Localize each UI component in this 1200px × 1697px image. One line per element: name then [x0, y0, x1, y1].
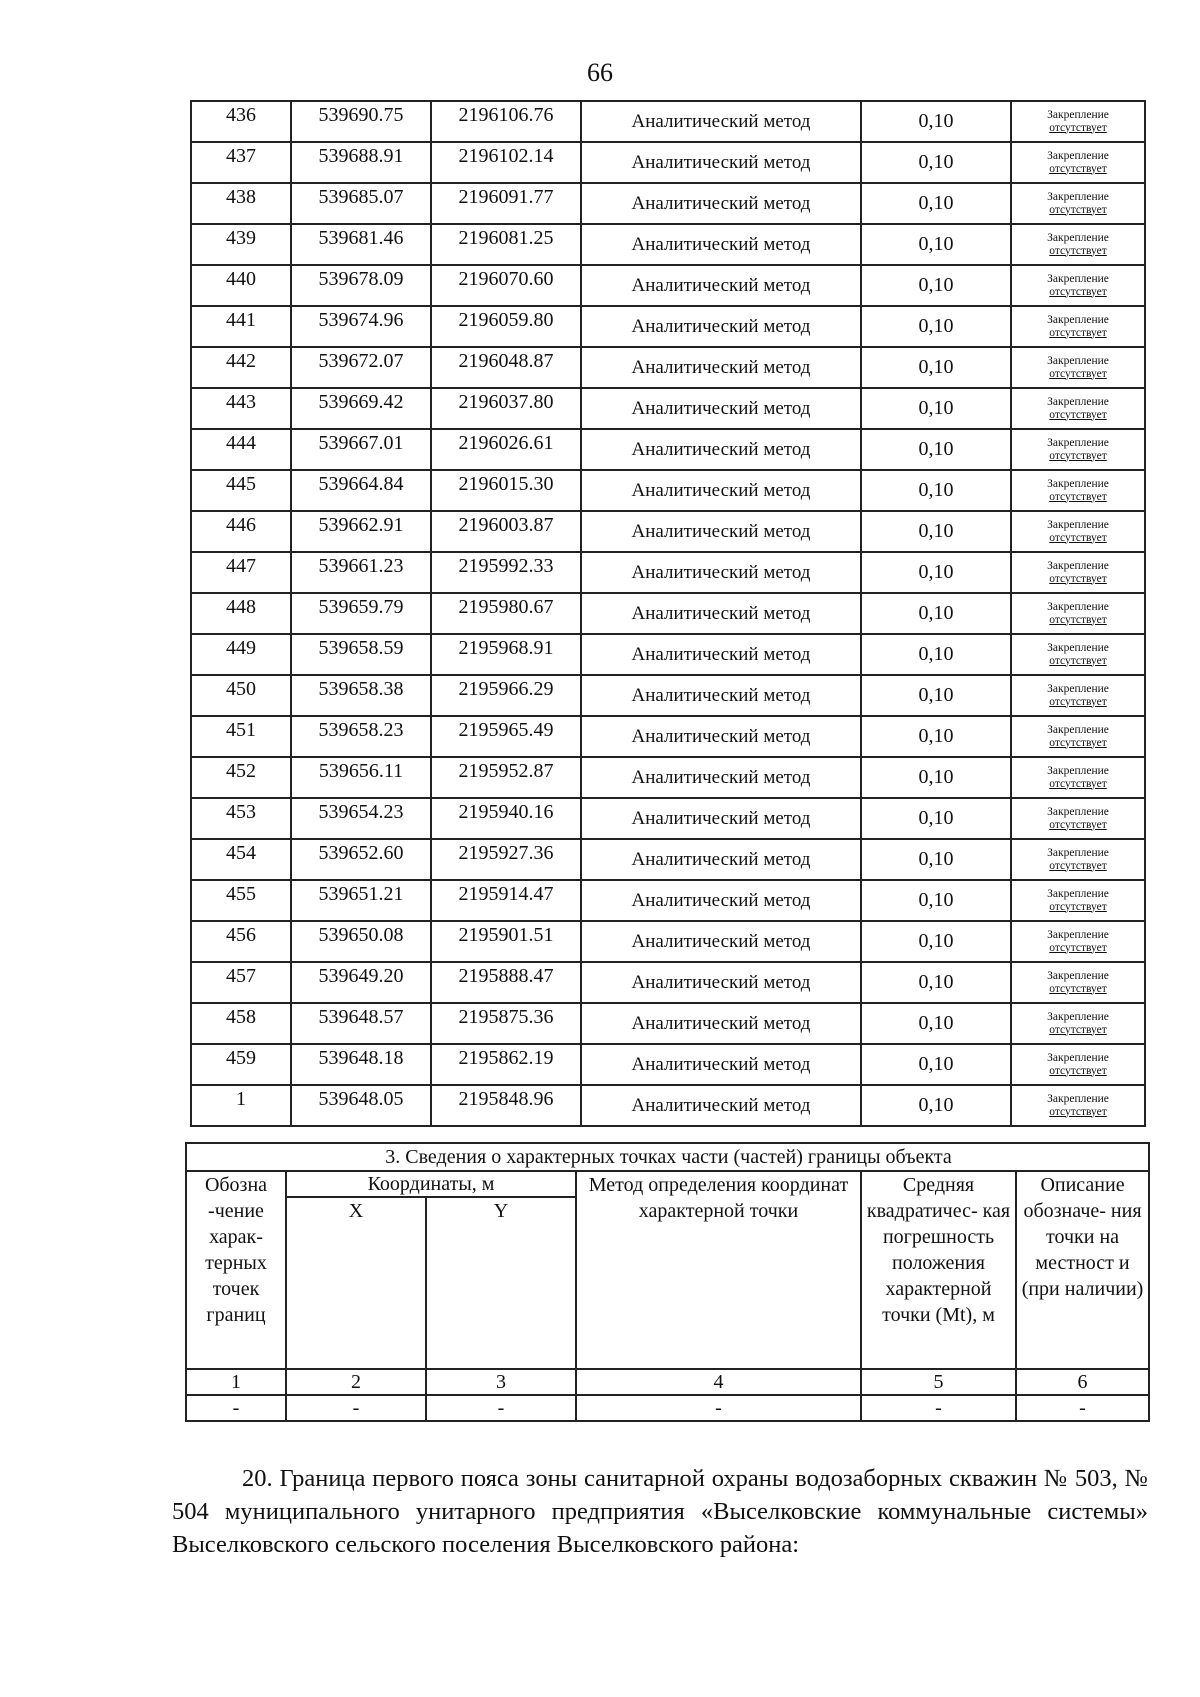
fixing-cell — [1011, 142, 1145, 183]
table-row — [191, 347, 1145, 388]
table-row — [191, 1085, 1145, 1126]
fixing-cell — [1011, 306, 1145, 347]
fixing-line-2: отсутствует — [1049, 367, 1107, 380]
method-cell: Аналитический метод — [581, 265, 861, 306]
error-cell: 0,10 — [861, 716, 1011, 757]
point-number: 438 — [191, 183, 291, 224]
section-3-table — [185, 1142, 1150, 1422]
fixing-cell — [1011, 716, 1145, 757]
method-cell: Аналитический метод — [581, 347, 861, 388]
fixing-line-2: отсутствует — [1049, 818, 1107, 831]
coord-y: 2196037.80 — [431, 388, 581, 429]
point-number: 456 — [191, 921, 291, 962]
table-row — [191, 429, 1145, 470]
error-cell: 0,10 — [861, 552, 1011, 593]
coordinates-table-body — [191, 101, 1145, 1126]
fixing-line-1: Закрепление — [1047, 928, 1109, 941]
coord-x: 539685.07 — [291, 183, 431, 224]
coord-x: 539648.18 — [291, 1044, 431, 1085]
point-number: 448 — [191, 593, 291, 634]
coord-y: 2195888.47 — [431, 962, 581, 1003]
error-cell: 0,10 — [861, 634, 1011, 675]
coord-x: 539664.84 — [291, 470, 431, 511]
coord-y: 2196106.76 — [431, 101, 581, 142]
error-cell: 0,10 — [861, 101, 1011, 142]
fixing-line-2: отсутствует — [1049, 408, 1107, 421]
table-row — [191, 1044, 1145, 1085]
fixing-line-1: Закрепление — [1047, 108, 1109, 121]
method-cell: Аналитический метод — [581, 1044, 861, 1085]
fixing-cell — [1011, 921, 1145, 962]
coord-y: 2196026.61 — [431, 429, 581, 470]
fixing-line-2: отсутствует — [1049, 859, 1107, 872]
fixing-cell — [1011, 757, 1145, 798]
index-cell: 3 — [426, 1369, 576, 1395]
coord-y: 2195968.91 — [431, 634, 581, 675]
index-cell: 2 — [286, 1369, 426, 1395]
method-cell: Аналитический метод — [581, 101, 861, 142]
table-row — [191, 716, 1145, 757]
table-row — [191, 470, 1145, 511]
header-method: Метод определения координат характерной точки — [576, 1171, 861, 1369]
method-cell: Аналитический метод — [581, 306, 861, 347]
coord-x: 539656.11 — [291, 757, 431, 798]
fixing-cell — [1011, 798, 1145, 839]
coord-y: 2196059.80 — [431, 306, 581, 347]
point-number: 446 — [191, 511, 291, 552]
fixing-cell — [1011, 388, 1145, 429]
fixing-line-1: Закрепление — [1047, 1092, 1109, 1105]
coord-x: 539674.96 — [291, 306, 431, 347]
point-number: 452 — [191, 757, 291, 798]
coord-x: 539658.23 — [291, 716, 431, 757]
fixing-line-1: Закрепление — [1047, 1010, 1109, 1023]
table-row — [191, 839, 1145, 880]
point-number: 457 — [191, 962, 291, 1003]
fixing-line-1: Закрепление — [1047, 436, 1109, 449]
coord-y: 2195965.49 — [431, 716, 581, 757]
coord-y: 2195952.87 — [431, 757, 581, 798]
coord-x: 539662.91 — [291, 511, 431, 552]
fixing-cell — [1011, 962, 1145, 1003]
point-number: 439 — [191, 224, 291, 265]
point-number: 1 — [191, 1085, 291, 1126]
fixing-cell — [1011, 634, 1145, 675]
error-cell: 0,10 — [861, 593, 1011, 634]
coord-y: 2195862.19 — [431, 1044, 581, 1085]
table-row — [191, 224, 1145, 265]
error-cell: 0,10 — [861, 429, 1011, 470]
point-number: 450 — [191, 675, 291, 716]
index-cell: 4 — [576, 1369, 861, 1395]
coord-y: 2196091.77 — [431, 183, 581, 224]
point-number: 453 — [191, 798, 291, 839]
fixing-line-1: Закрепление — [1047, 600, 1109, 613]
method-cell: Аналитический метод — [581, 429, 861, 470]
table-row — [191, 265, 1145, 306]
point-number: 447 — [191, 552, 291, 593]
fixing-line-1: Закрепление — [1047, 354, 1109, 367]
method-cell: Аналитический метод — [581, 593, 861, 634]
point-number: 459 — [191, 1044, 291, 1085]
coord-y: 2196102.14 — [431, 142, 581, 183]
method-cell: Аналитический метод — [581, 142, 861, 183]
point-number: 443 — [191, 388, 291, 429]
table-row — [191, 921, 1145, 962]
method-cell: Аналитический метод — [581, 757, 861, 798]
header-error: Средняя квадратичес- кая погрешность положения характерной точки (Mt), м — [861, 1171, 1016, 1369]
error-cell: 0,10 — [861, 347, 1011, 388]
table-row — [191, 1003, 1145, 1044]
coord-y: 2195848.96 — [431, 1085, 581, 1126]
fixing-line-2: отсутствует — [1049, 900, 1107, 913]
method-cell: Аналитический метод — [581, 962, 861, 1003]
fixing-line-1: Закрепление — [1047, 395, 1109, 408]
coord-x: 539688.91 — [291, 142, 431, 183]
fixing-line-2: отсутствует — [1049, 695, 1107, 708]
error-cell: 0,10 — [861, 1085, 1011, 1126]
fixing-line-1: Закрепление — [1047, 518, 1109, 531]
fixing-cell — [1011, 470, 1145, 511]
error-cell: 0,10 — [861, 675, 1011, 716]
error-cell: 0,10 — [861, 306, 1011, 347]
method-cell: Аналитический метод — [581, 470, 861, 511]
coord-y: 2195992.33 — [431, 552, 581, 593]
coordinates-table — [190, 100, 1146, 1127]
point-number: 442 — [191, 347, 291, 388]
error-cell: 0,10 — [861, 388, 1011, 429]
error-cell: 0,10 — [861, 470, 1011, 511]
method-cell: Аналитический метод — [581, 634, 861, 675]
error-cell: 0,10 — [861, 1003, 1011, 1044]
fixing-line-2: отсутствует — [1049, 121, 1107, 134]
fixing-line-2: отсутствует — [1049, 982, 1107, 995]
header-description: Описание обозначе- ния точки на местност и (при наличии) — [1016, 1171, 1149, 1369]
header-designation: Обозна -чение харак- терных точек границ — [186, 1171, 286, 1369]
fixing-line-2: отсутствует — [1049, 1064, 1107, 1077]
point-number: 451 — [191, 716, 291, 757]
coord-x: 539658.59 — [291, 634, 431, 675]
method-cell: Аналитический метод — [581, 1085, 861, 1126]
fixing-line-2: отсутствует — [1049, 285, 1107, 298]
fixing-line-2: отсутствует — [1049, 572, 1107, 585]
coord-x: 539658.38 — [291, 675, 431, 716]
error-cell: 0,10 — [861, 183, 1011, 224]
coord-y: 2195901.51 — [431, 921, 581, 962]
coord-y: 2196048.87 — [431, 347, 581, 388]
point-number: 436 — [191, 101, 291, 142]
fixing-line-2: отсутствует — [1049, 531, 1107, 544]
method-cell: Аналитический метод — [581, 183, 861, 224]
fixing-line-2: отсутствует — [1049, 736, 1107, 749]
method-cell: Аналитический метод — [581, 552, 861, 593]
fixing-line-1: Закрепление — [1047, 969, 1109, 982]
error-cell: 0,10 — [861, 962, 1011, 1003]
coord-x: 539651.21 — [291, 880, 431, 921]
fixing-cell — [1011, 552, 1145, 593]
error-cell: 0,10 — [861, 511, 1011, 552]
fixing-line-2: отсутствует — [1049, 613, 1107, 626]
fixing-line-2: отсутствует — [1049, 203, 1107, 216]
point-number: 449 — [191, 634, 291, 675]
table-row — [191, 798, 1145, 839]
fixing-cell — [1011, 675, 1145, 716]
fixing-line-1: Закрепление — [1047, 641, 1109, 654]
fixing-cell — [1011, 265, 1145, 306]
table-row — [191, 306, 1145, 347]
page-number: 66 — [587, 58, 613, 87]
point-number: 437 — [191, 142, 291, 183]
method-cell: Аналитический метод — [581, 880, 861, 921]
coord-y: 2195875.36 — [431, 1003, 581, 1044]
error-cell: 0,10 — [861, 839, 1011, 880]
fixing-cell — [1011, 1085, 1145, 1126]
fixing-line-2: отсутствует — [1049, 654, 1107, 667]
error-cell: 0,10 — [861, 1044, 1011, 1085]
coord-x: 539659.79 — [291, 593, 431, 634]
fixing-line-1: Закрепление — [1047, 805, 1109, 818]
fixing-line-2: отсутствует — [1049, 449, 1107, 462]
dash-cell: - — [861, 1395, 1016, 1421]
fixing-cell — [1011, 880, 1145, 921]
fixing-line-1: Закрепление — [1047, 1051, 1109, 1064]
method-cell: Аналитический метод — [581, 511, 861, 552]
error-cell: 0,10 — [861, 142, 1011, 183]
fixing-line-2: отсутствует — [1049, 777, 1107, 790]
fixing-line-2: отсутствует — [1049, 490, 1107, 503]
fixing-line-1: Закрепление — [1047, 477, 1109, 490]
table-row — [191, 511, 1145, 552]
point-number: 441 — [191, 306, 291, 347]
index-cell: 5 — [861, 1369, 1016, 1395]
fixing-line-2: отсутствует — [1049, 326, 1107, 339]
coord-x: 539649.20 — [291, 962, 431, 1003]
fixing-cell — [1011, 224, 1145, 265]
coord-x: 539648.57 — [291, 1003, 431, 1044]
method-cell: Аналитический метод — [581, 716, 861, 757]
dash-cell: - — [426, 1395, 576, 1421]
dash-cell: - — [286, 1395, 426, 1421]
point-number: 455 — [191, 880, 291, 921]
method-cell: Аналитический метод — [581, 388, 861, 429]
fixing-line-1: Закрепление — [1047, 723, 1109, 736]
index-cell: 1 — [186, 1369, 286, 1395]
fixing-cell — [1011, 183, 1145, 224]
method-cell: Аналитический метод — [581, 675, 861, 716]
fixing-line-1: Закрепление — [1047, 149, 1109, 162]
error-cell: 0,10 — [861, 265, 1011, 306]
table-row — [191, 634, 1145, 675]
table-row — [191, 757, 1145, 798]
fixing-cell — [1011, 1044, 1145, 1085]
method-cell: Аналитический метод — [581, 839, 861, 880]
coord-x: 539661.23 — [291, 552, 431, 593]
coord-x: 539652.60 — [291, 839, 431, 880]
paragraph-text: 20. Граница первого пояса зоны санитарной охраны водозаборных скважин № 503, № 504 муниципального унитарного предприятия «Выселковские коммунальные системы» Выселковского сельского поселения Выселковского района: — [172, 1465, 1148, 1558]
method-cell: Аналитический метод — [581, 921, 861, 962]
method-cell: Аналитический метод — [581, 224, 861, 265]
fixing-line-1: Закрепление — [1047, 764, 1109, 777]
table-row — [191, 593, 1145, 634]
fixing-line-1: Закрепление — [1047, 190, 1109, 203]
coord-x: 539672.07 — [291, 347, 431, 388]
error-cell: 0,10 — [861, 880, 1011, 921]
coord-y: 2195914.47 — [431, 880, 581, 921]
coord-y: 2196003.87 — [431, 511, 581, 552]
fixing-line-1: Закрепление — [1047, 846, 1109, 859]
dash-cell: - — [1016, 1395, 1149, 1421]
coord-y: 2196081.25 — [431, 224, 581, 265]
fixing-line-1: Закрепление — [1047, 231, 1109, 244]
fixing-line-2: отсутствует — [1049, 941, 1107, 954]
table-row — [191, 388, 1145, 429]
fixing-line-1: Закрепление — [1047, 887, 1109, 900]
table-row — [191, 142, 1145, 183]
fixing-line-2: отсутствует — [1049, 1023, 1107, 1036]
table-row — [191, 183, 1145, 224]
error-cell: 0,10 — [861, 921, 1011, 962]
coord-y: 2196070.60 — [431, 265, 581, 306]
coord-y: 2195980.67 — [431, 593, 581, 634]
fixing-cell — [1011, 593, 1145, 634]
coord-x: 539669.42 — [291, 388, 431, 429]
section-3-title: 3. Сведения о характерных точках части (частей) границы объекта — [186, 1143, 1149, 1171]
coord-x: 539654.23 — [291, 798, 431, 839]
coord-x: 539650.08 — [291, 921, 431, 962]
table-row — [191, 962, 1145, 1003]
point-number: 445 — [191, 470, 291, 511]
point-number: 440 — [191, 265, 291, 306]
dash-cell: - — [576, 1395, 861, 1421]
fixing-cell — [1011, 429, 1145, 470]
fixing-cell — [1011, 511, 1145, 552]
fixing-line-1: Закрепление — [1047, 313, 1109, 326]
coord-x: 539681.46 — [291, 224, 431, 265]
coord-y: 2195927.36 — [431, 839, 581, 880]
fixing-line-2: отсутствует — [1049, 1105, 1107, 1118]
table-row — [191, 552, 1145, 593]
fixing-cell — [1011, 839, 1145, 880]
coord-y: 2196015.30 — [431, 470, 581, 511]
point-number: 458 — [191, 1003, 291, 1044]
coord-x: 539678.09 — [291, 265, 431, 306]
fixing-line-1: Закрепление — [1047, 682, 1109, 695]
error-cell: 0,10 — [861, 224, 1011, 265]
table-row — [191, 675, 1145, 716]
fixing-cell — [1011, 347, 1145, 388]
fixing-line-2: отсутствует — [1049, 162, 1107, 175]
error-cell: 0,10 — [861, 757, 1011, 798]
fixing-line-1: Закрепление — [1047, 272, 1109, 285]
coord-y: 2195940.16 — [431, 798, 581, 839]
coord-x: 539667.01 — [291, 429, 431, 470]
point-number: 444 — [191, 429, 291, 470]
table-row — [191, 880, 1145, 921]
method-cell: Аналитический метод — [581, 798, 861, 839]
dash-cell: - — [186, 1395, 286, 1421]
fixing-line-2: отсутствует — [1049, 244, 1107, 257]
header-x: X — [286, 1197, 426, 1369]
header-y: Y — [426, 1197, 576, 1369]
coord-y: 2195966.29 — [431, 675, 581, 716]
header-coordinates: Координаты, м — [286, 1171, 576, 1197]
point-number: 454 — [191, 839, 291, 880]
coord-x: 539648.05 — [291, 1085, 431, 1126]
error-cell: 0,10 — [861, 798, 1011, 839]
fixing-line-1: Закрепление — [1047, 559, 1109, 572]
table-row — [191, 101, 1145, 142]
method-cell: Аналитический метод — [581, 1003, 861, 1044]
coord-x: 539690.75 — [291, 101, 431, 142]
fixing-cell — [1011, 1003, 1145, 1044]
paragraph-20 — [172, 1462, 1148, 1561]
index-cell: 6 — [1016, 1369, 1149, 1395]
fixing-cell — [1011, 101, 1145, 142]
